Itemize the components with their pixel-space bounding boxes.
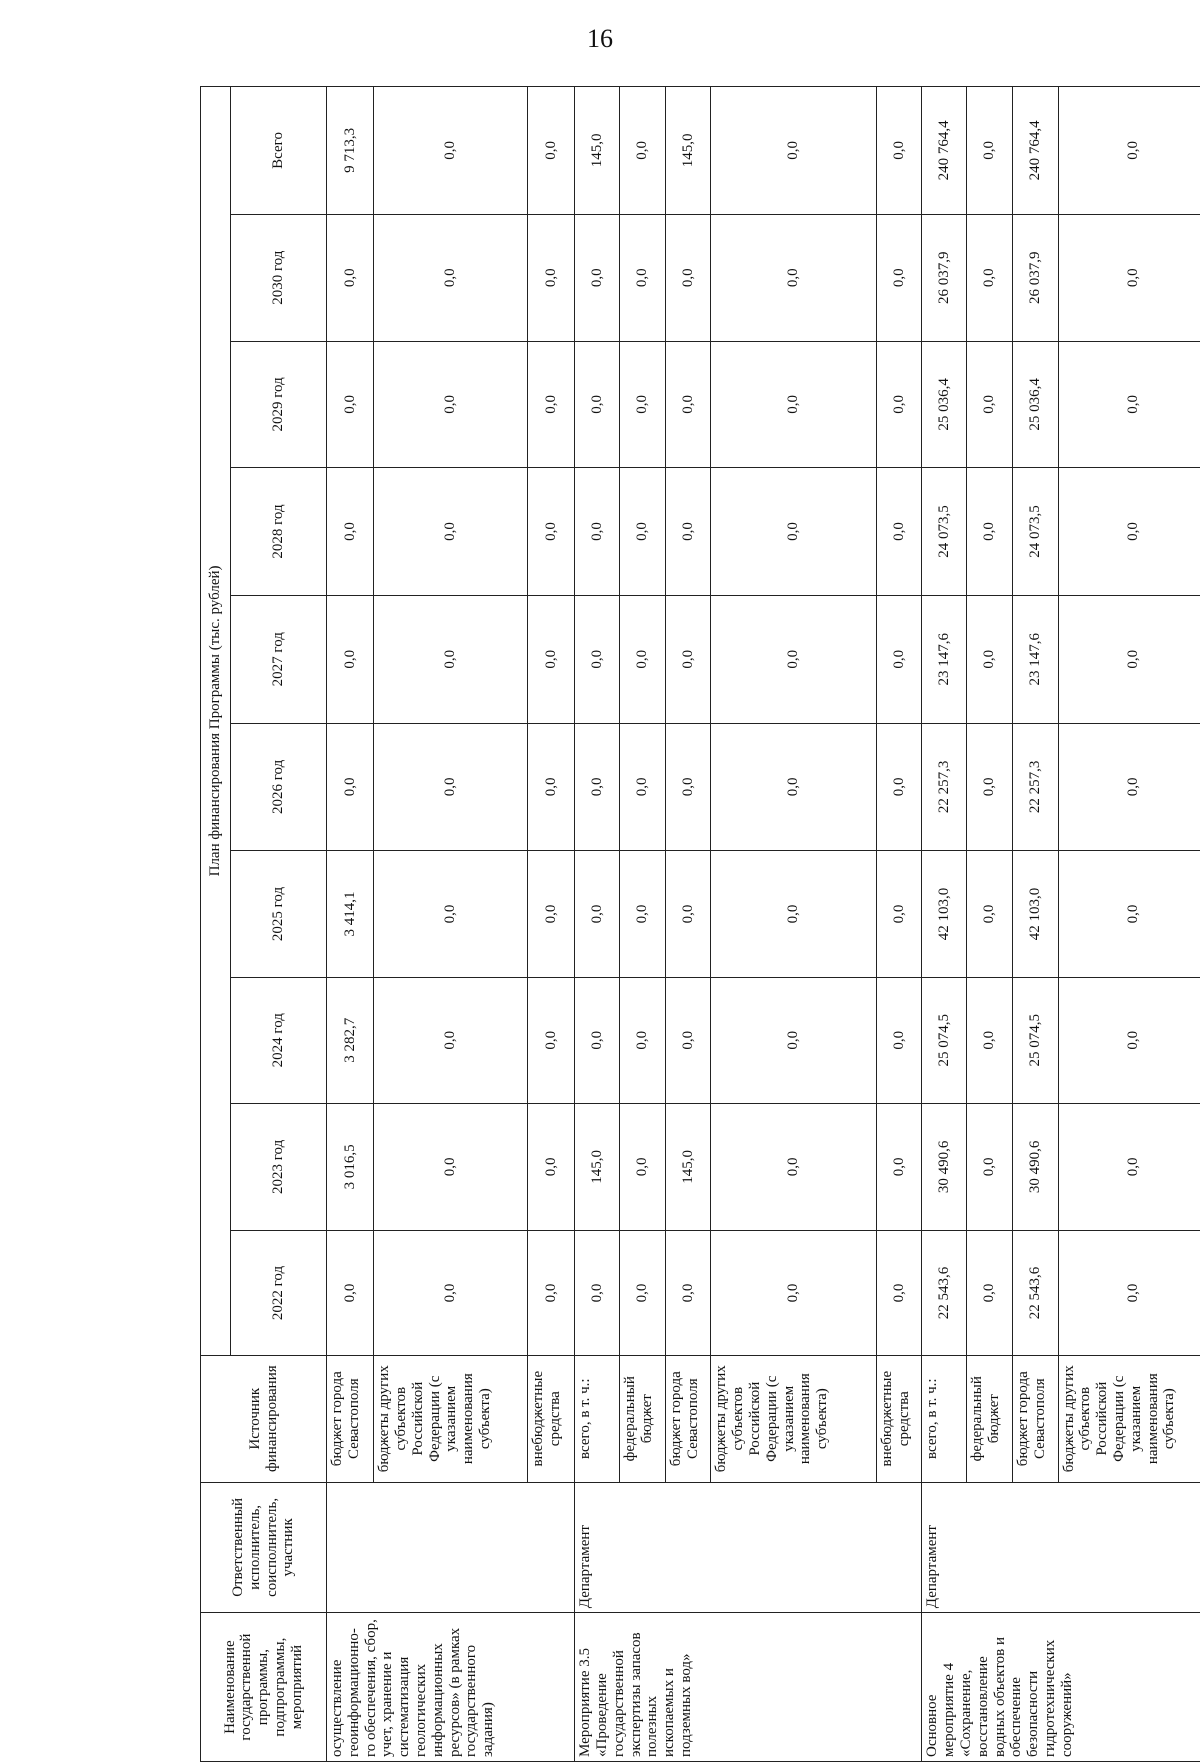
total-value-cell: 0,0 [620, 87, 666, 215]
year-value-cell: 26 037,9 [922, 214, 967, 341]
year-value-cell: 0,0 [876, 595, 922, 723]
source-cell: внебюджетные средства [527, 1355, 574, 1482]
header-year: 2025 год [231, 851, 327, 978]
total-value-cell: 0,0 [711, 87, 876, 215]
source-cell: всего, в т. ч.: [922, 1355, 967, 1482]
source-cell: бюджеты других субъектов Российской Федерации (с указанием наименования субъекта) [1058, 1355, 1200, 1482]
header-year: 2023 год [231, 1103, 327, 1231]
year-value-cell: 22 543,6 [1012, 1231, 1058, 1356]
year-value-cell: 0,0 [665, 468, 711, 596]
source-cell: федеральный бюджет [967, 1355, 1013, 1482]
year-value-cell: 24 073,5 [922, 468, 967, 596]
year-value-cell: 0,0 [967, 595, 1013, 723]
source-cell: бюджет города Севастополя [1012, 1355, 1058, 1482]
year-value-cell: 3 414,1 [327, 851, 374, 978]
executor-cell: Департамент [922, 1482, 1200, 1613]
year-value-cell: 0,0 [374, 851, 528, 978]
header-year: 2030 год [231, 214, 327, 341]
year-value-cell: 0,0 [327, 723, 374, 851]
year-value-cell: 0,0 [1058, 977, 1200, 1103]
year-value-cell: 0,0 [876, 468, 922, 596]
year-value-cell: 0,0 [967, 1231, 1013, 1356]
header-executor: Ответственный исполнитель, соисполнитель, участник [201, 1482, 327, 1613]
measure-name-cell: Основное мероприятие 4 «Сохранение, восстановление водных объектов и обеспечение безопасности гидротехнических сооружений» [922, 1613, 1200, 1762]
year-value-cell: 0,0 [527, 468, 574, 596]
year-value-cell: 0,0 [1058, 214, 1200, 341]
year-value-cell: 0,0 [967, 723, 1013, 851]
year-value-cell: 26 037,9 [1012, 214, 1058, 341]
table-row [327, 87, 374, 1762]
year-value-cell: 0,0 [374, 214, 528, 341]
year-value-cell: 25 036,4 [922, 341, 967, 468]
total-value-cell: 240 764,4 [1012, 87, 1058, 215]
year-value-cell: 23 147,6 [922, 595, 967, 723]
year-value-cell: 0,0 [374, 468, 528, 596]
year-value-cell: 0,0 [575, 595, 620, 723]
year-value-cell: 0,0 [620, 977, 666, 1103]
year-value-cell: 0,0 [620, 723, 666, 851]
year-value-cell: 23 147,6 [1012, 595, 1058, 723]
year-value-cell: 145,0 [665, 1103, 711, 1231]
year-value-cell: 30 490,6 [1012, 1103, 1058, 1231]
year-value-cell: 0,0 [374, 723, 528, 851]
year-value-cell: 24 073,5 [1012, 468, 1058, 596]
year-value-cell: 0,0 [665, 595, 711, 723]
year-value-cell: 42 103,0 [922, 851, 967, 978]
year-value-cell: 0,0 [967, 341, 1013, 468]
year-value-cell: 0,0 [527, 341, 574, 468]
year-value-cell: 0,0 [711, 723, 876, 851]
source-cell: федеральный бюджет [620, 1355, 666, 1482]
year-value-cell: 0,0 [620, 341, 666, 468]
year-value-cell: 3 282,7 [327, 977, 374, 1103]
header-year: 2026 год [231, 723, 327, 851]
total-value-cell: 0,0 [967, 87, 1013, 215]
year-value-cell: 30 490,6 [922, 1103, 967, 1231]
year-value-cell: 0,0 [374, 1103, 528, 1231]
total-value-cell: 0,0 [527, 87, 574, 215]
table-row [922, 87, 967, 1762]
year-value-cell: 0,0 [620, 851, 666, 978]
header-plan: План финансирования Программы (тыс. рублей) [201, 87, 231, 1356]
year-value-cell: 0,0 [967, 977, 1013, 1103]
year-value-cell: 22 257,3 [1012, 723, 1058, 851]
year-value-cell: 0,0 [665, 723, 711, 851]
header-year: 2024 год [231, 977, 327, 1103]
year-value-cell: 0,0 [876, 977, 922, 1103]
year-value-cell: 0,0 [711, 468, 876, 596]
year-value-cell: 0,0 [527, 723, 574, 851]
year-value-cell: 0,0 [327, 468, 374, 596]
total-value-cell: 240 764,4 [922, 87, 967, 215]
source-cell: бюджеты других субъектов Российской Федерации (с указанием наименования субъекта) [711, 1355, 876, 1482]
year-value-cell: 0,0 [1058, 341, 1200, 468]
table-body [327, 87, 1200, 1762]
year-value-cell: 0,0 [575, 977, 620, 1103]
year-value-cell: 0,0 [575, 468, 620, 596]
header-year: 2029 год [231, 341, 327, 468]
year-value-cell: 0,0 [1058, 468, 1200, 596]
year-value-cell: 0,0 [665, 214, 711, 341]
year-value-cell: 0,0 [374, 1231, 528, 1356]
year-value-cell: 0,0 [711, 1103, 876, 1231]
year-value-cell: 0,0 [876, 851, 922, 978]
page-number: 16 [0, 24, 1200, 54]
year-value-cell: 25 074,5 [922, 977, 967, 1103]
year-value-cell: 0,0 [575, 723, 620, 851]
header-year: 2022 год [231, 1231, 327, 1356]
year-value-cell: 0,0 [711, 851, 876, 978]
year-value-cell: 0,0 [711, 341, 876, 468]
year-value-cell: 0,0 [527, 977, 574, 1103]
year-value-cell: 0,0 [327, 595, 374, 723]
header-year: 2027 год [231, 595, 327, 723]
year-value-cell: 0,0 [374, 341, 528, 468]
year-value-cell: 3 016,5 [327, 1103, 374, 1231]
table-row [575, 87, 620, 1762]
year-value-cell: 0,0 [967, 851, 1013, 978]
year-value-cell: 0,0 [967, 468, 1013, 596]
year-value-cell: 0,0 [620, 214, 666, 341]
rotated-table-container [200, 86, 1200, 1762]
header-source: Источник финансирования [201, 1355, 327, 1482]
year-value-cell: 0,0 [575, 214, 620, 341]
source-cell: бюджеты других субъектов Российской Федерации (с указанием наименования субъекта) [374, 1355, 528, 1482]
year-value-cell: 0,0 [876, 214, 922, 341]
year-value-cell: 0,0 [527, 214, 574, 341]
executor-cell [327, 1482, 575, 1613]
measure-name-cell: осуществление геоинформационно-го обеспечения, сбор, учет, хранение и систематизация геологических информационных ресурсов» (в рамках государственного задания) [327, 1613, 575, 1762]
year-value-cell: 0,0 [876, 341, 922, 468]
year-value-cell: 0,0 [967, 1103, 1013, 1231]
measure-name-cell: Мероприятие 3.5 «Проведение государственной экспертизы запасов полезных ископаемых и подземных вод» [575, 1613, 922, 1762]
year-value-cell: 0,0 [527, 1231, 574, 1356]
executor-cell: Департамент [575, 1482, 922, 1613]
year-value-cell: 0,0 [620, 1103, 666, 1231]
year-value-cell: 0,0 [665, 977, 711, 1103]
year-value-cell: 0,0 [711, 595, 876, 723]
year-value-cell: 0,0 [1058, 1103, 1200, 1231]
source-cell: внебюджетные средства [876, 1355, 922, 1482]
year-value-cell: 0,0 [876, 1103, 922, 1231]
year-value-cell: 0,0 [665, 1231, 711, 1356]
year-value-cell: 0,0 [1058, 1231, 1200, 1356]
year-value-cell: 22 543,6 [922, 1231, 967, 1356]
year-value-cell: 0,0 [327, 214, 374, 341]
year-value-cell: 145,0 [575, 1103, 620, 1231]
year-value-cell: 0,0 [711, 977, 876, 1103]
year-value-cell: 0,0 [620, 1231, 666, 1356]
header-year: 2028 год [231, 468, 327, 596]
header-name: Наименование государственной программы, подпрограммы, мероприятий [201, 1613, 327, 1762]
financing-table [200, 86, 1200, 1762]
year-value-cell: 25 036,4 [1012, 341, 1058, 468]
total-value-cell: 9 713,3 [327, 87, 374, 215]
year-value-cell: 0,0 [1058, 595, 1200, 723]
year-value-cell: 0,0 [575, 341, 620, 468]
year-value-cell: 0,0 [1058, 723, 1200, 851]
year-value-cell: 0,0 [374, 595, 528, 723]
total-value-cell: 0,0 [1058, 87, 1200, 215]
year-value-cell: 0,0 [711, 1231, 876, 1356]
year-value-cell: 0,0 [876, 1231, 922, 1356]
year-value-cell: 0,0 [711, 214, 876, 341]
year-value-cell: 0,0 [527, 851, 574, 978]
total-value-cell: 0,0 [876, 87, 922, 215]
header-total: Всего [231, 87, 327, 215]
year-value-cell: 0,0 [620, 595, 666, 723]
total-value-cell: 145,0 [665, 87, 711, 215]
total-value-cell: 145,0 [575, 87, 620, 215]
year-value-cell: 0,0 [967, 214, 1013, 341]
year-value-cell: 0,0 [665, 341, 711, 468]
year-value-cell: 0,0 [876, 723, 922, 851]
source-cell: всего, в т. ч.: [575, 1355, 620, 1482]
year-value-cell: 0,0 [665, 851, 711, 978]
year-value-cell: 22 257,3 [922, 723, 967, 851]
total-value-cell: 0,0 [374, 87, 528, 215]
year-value-cell: 25 074,5 [1012, 977, 1058, 1103]
year-value-cell: 0,0 [527, 1103, 574, 1231]
year-value-cell: 0,0 [327, 341, 374, 468]
year-value-cell: 0,0 [374, 977, 528, 1103]
source-cell: бюджет города Севастополя [327, 1355, 374, 1482]
year-value-cell: 0,0 [620, 468, 666, 596]
source-cell: бюджет города Севастополя [665, 1355, 711, 1482]
year-value-cell: 0,0 [575, 1231, 620, 1356]
year-value-cell: 0,0 [327, 1231, 374, 1356]
year-value-cell: 0,0 [575, 851, 620, 978]
year-value-cell: 0,0 [1058, 851, 1200, 978]
year-value-cell: 0,0 [527, 595, 574, 723]
year-value-cell: 42 103,0 [1012, 851, 1058, 978]
